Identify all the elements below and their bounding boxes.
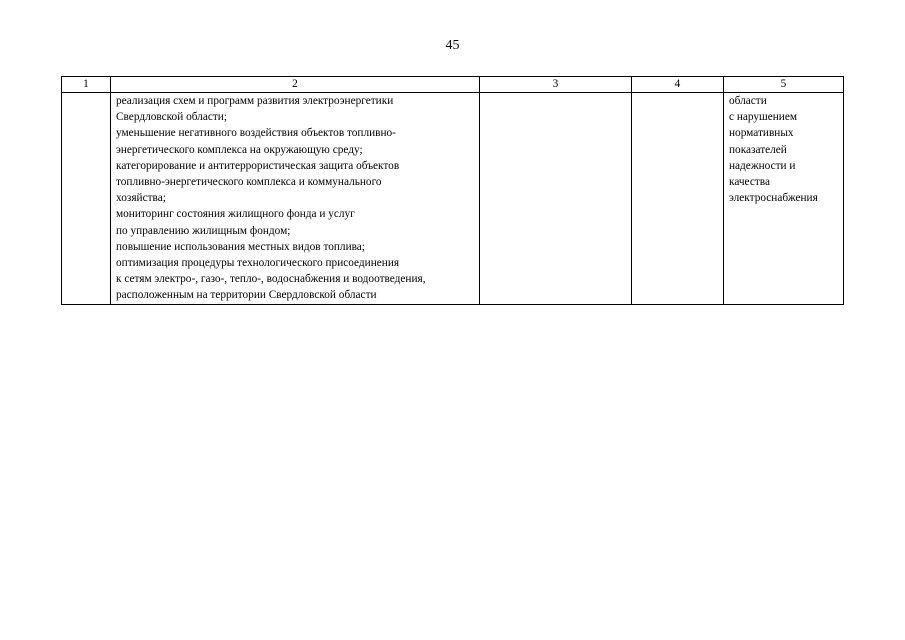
- col2-line: реализация схем и программ развития электроэнергетики: [116, 95, 394, 107]
- cell-col-5: [724, 93, 844, 305]
- table-row: [62, 93, 844, 305]
- col5-line: области: [729, 95, 767, 107]
- col5-line: показателей: [729, 143, 787, 156]
- col2-line: к сетям электро-, газо-, тепло-, водоснабжения и водоотведения,: [116, 273, 426, 286]
- col2-line: топливно-энергетического комплекса и коммунального: [116, 176, 382, 189]
- cell-col-2: [111, 93, 480, 305]
- col5-line: нормативных: [729, 127, 794, 140]
- col2-line: по управлению жилищным фондом;: [116, 224, 291, 237]
- col2-line: повышение использования местных видов топлива;: [116, 240, 365, 253]
- document-table: [61, 76, 844, 305]
- col5-line: надежности и: [729, 159, 796, 172]
- col5-line: электроснабжения: [729, 192, 818, 205]
- cell-col-1: [62, 93, 111, 305]
- col2-line: энергетического комплекса на окружающую среду;: [116, 143, 363, 156]
- col2-line: расположенным на территории Свердловской области: [116, 289, 377, 302]
- col2-line: категорирование и антитеррористическая защита объектов: [116, 159, 400, 172]
- column-header-1: 1: [62, 77, 111, 93]
- column-header-2: 2: [111, 77, 480, 93]
- col2-line: оптимизация процедуры технологического присоединения: [116, 257, 400, 270]
- col5-line: с нарушением: [729, 111, 798, 124]
- column-header-5: 5: [724, 77, 844, 93]
- column-header-3: 3: [480, 77, 632, 93]
- table-header-row: [62, 77, 844, 93]
- cell-col-3: [480, 93, 632, 305]
- col2-line: хозяйства;: [116, 192, 166, 205]
- col2-line: Свердловской области;: [116, 111, 227, 124]
- page-number: 45: [445, 38, 460, 53]
- col5-line: качества: [729, 176, 771, 189]
- col2-line: мониторинг состояния жилищного фонда и услуг: [116, 208, 355, 221]
- cell-col-4: [632, 93, 724, 305]
- column-header-4: 4: [632, 77, 724, 93]
- col2-line: уменьшение негативного воздействия объектов топливно-: [116, 127, 396, 140]
